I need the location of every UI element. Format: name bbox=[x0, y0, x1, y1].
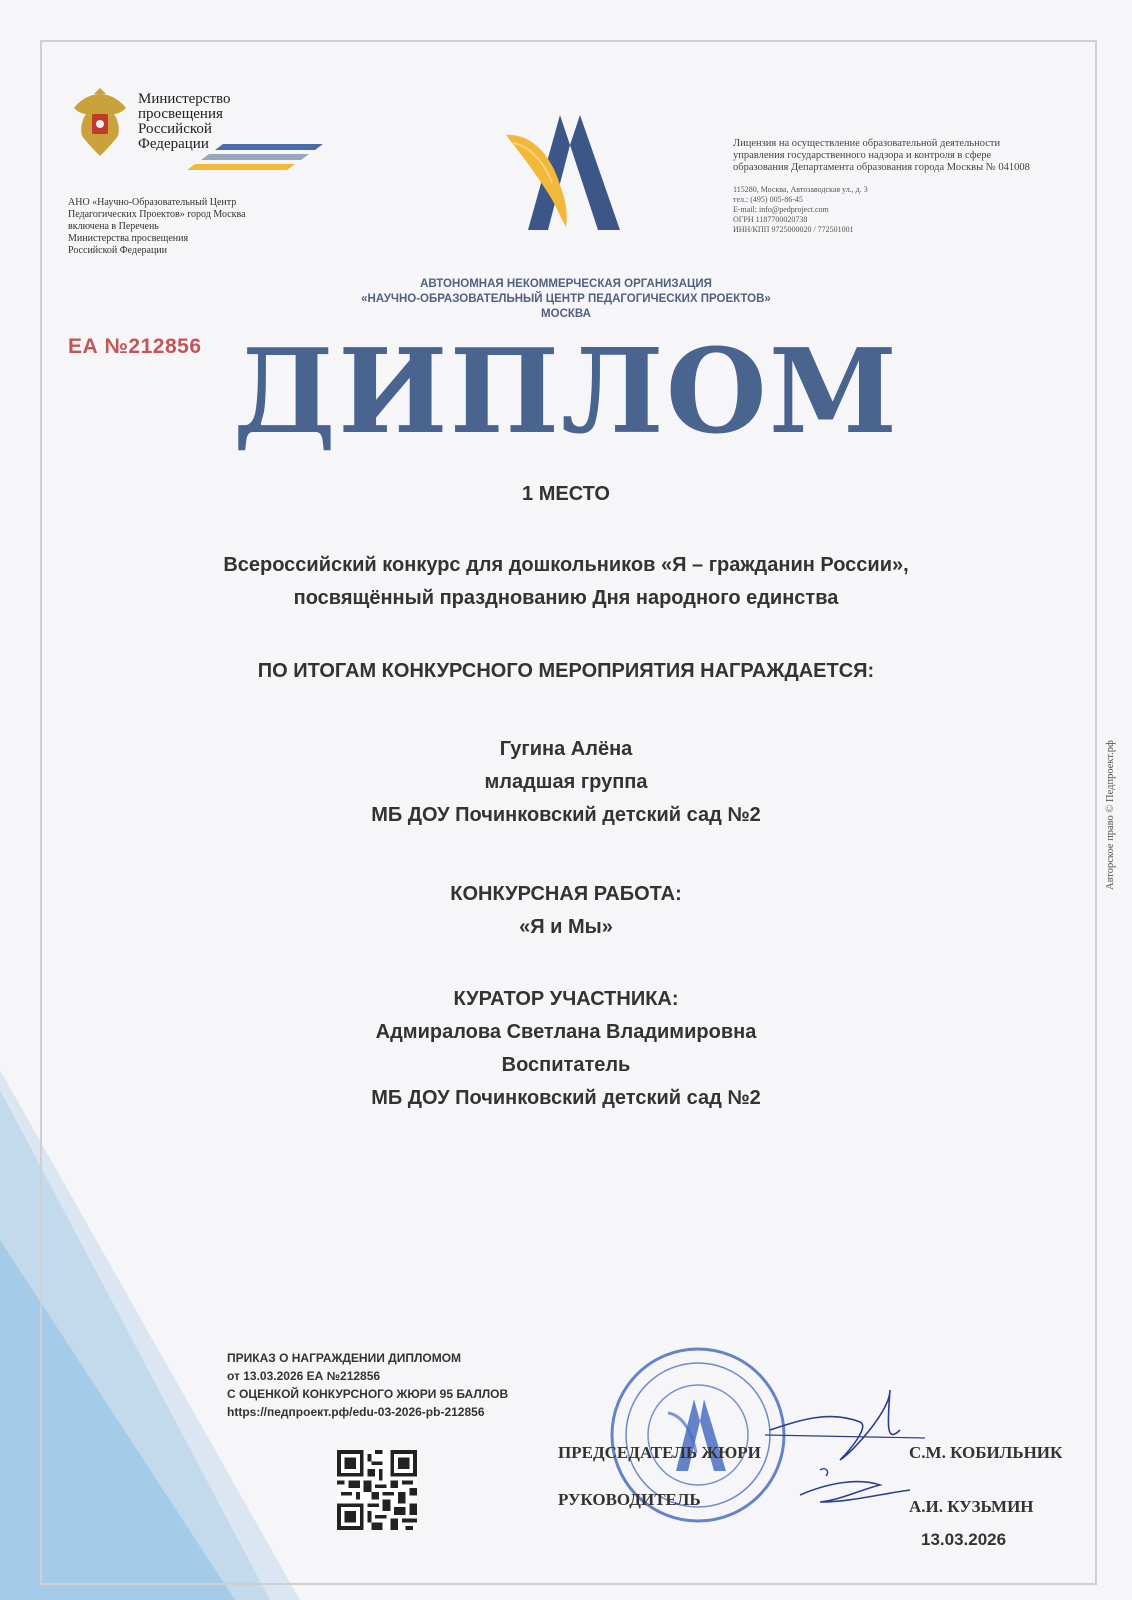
copyright-side-note: Авторское право © Педпроект.рф bbox=[1105, 740, 1116, 890]
organization-name bbox=[0, 277, 1132, 322]
participant-name: Гугина Алёна bbox=[499, 738, 633, 760]
order-line1: ПРИКАЗ О НАГРАЖДЕНИИ ДИПЛОМОМ bbox=[227, 1351, 462, 1365]
curator-name: Адмиралова Светлана Владимировна bbox=[375, 1021, 757, 1043]
diploma-title: ДИПЛОМ bbox=[232, 324, 900, 460]
license-text: Лицензия на осуществление образовательной деятельности управления государственного надзора и контроля в сфере образования Департамента образования города Москвы № 041008 bbox=[733, 138, 1030, 173]
order-line2: от 13.03.2026 ЕА №212856 bbox=[227, 1369, 381, 1383]
organization-line1: АВТОНОМНАЯ НЕКОММЕРЧЕСКАЯ ОРГАНИЗАЦИЯ bbox=[420, 278, 712, 290]
work-block bbox=[0, 878, 1132, 944]
participant-institution: МБ ДОУ Починковский детский сад №2 bbox=[371, 804, 761, 826]
coat-of-arms-icon bbox=[68, 88, 132, 160]
order-url[interactable]: https://педпроект.рф/edu-03-2026-pb-212856 bbox=[227, 1405, 485, 1419]
qr-code-icon[interactable] bbox=[337, 1450, 417, 1530]
jury-chair-role: ПРЕДСЕДАТЕЛЬ ЖЮРИ bbox=[558, 1443, 761, 1462]
contest-line2: посвящённый празднованию Дня народного единства bbox=[293, 587, 839, 609]
participant-group: младшая группа bbox=[484, 771, 648, 793]
contest-line1: Всероссийский конкурс для дошкольников «Я – гражданин России», bbox=[223, 554, 909, 576]
head-name: А.И. КУЗЬМИН bbox=[909, 1497, 1034, 1516]
curator-block bbox=[0, 983, 1132, 1115]
order-line3: С ОЦЕНКОЙ КОНКУРСНОГО ЖЮРИ 95 БАЛЛОВ bbox=[227, 1387, 509, 1401]
ministry-name: Министерство просвещения Российской Федерации bbox=[138, 91, 231, 152]
work-heading: КОНКУРСНАЯ РАБОТА: bbox=[450, 883, 682, 905]
jury-chair-name: С.М. КОБИЛЬНИК bbox=[909, 1443, 1063, 1462]
head-role: РУКОВОДИТЕЛЬ bbox=[558, 1490, 701, 1509]
participant-block bbox=[0, 733, 1132, 832]
work-title: «Я и Мы» bbox=[519, 916, 613, 938]
contest-description bbox=[0, 549, 1132, 615]
curator-position: Воспитатель bbox=[501, 1054, 631, 1076]
awarded-heading: ПО ИТОГАМ КОНКУРСНОГО МЕРОПРИЯТИЯ НАГРАЖДАЕТСЯ: bbox=[257, 660, 875, 682]
place-label: 1 МЕСТО bbox=[522, 483, 610, 505]
organization-city: МОСКВА bbox=[541, 308, 591, 320]
order-block bbox=[227, 1349, 508, 1421]
ministry-stripes-icon bbox=[183, 144, 323, 170]
organization-logo-icon bbox=[498, 105, 628, 237]
ano-registry-note: АНО «Научно-Образовательный Центр Педагогических Проектов» город Москва включена в Перечень Министерства просвещения Российской Федерации bbox=[68, 197, 246, 256]
curator-institution: МБ ДОУ Починковский детский сад №2 bbox=[371, 1087, 761, 1109]
organization-line2: «НАУЧНО-ОБРАЗОВАТЕЛЬНЫЙ ЦЕНТР ПЕДАГОГИЧЕСКИХ ПРОЕКТОВ» bbox=[361, 293, 771, 305]
contacts-text: 115280, Москва, Автозаводская ул., д. 3 тел.: (495) 005-86-45 E-mail: info@pedproject.com ОГРН 1187700020738 ИНН/КПП 9725000020 / 772501001 bbox=[733, 185, 868, 234]
curator-heading: КУРАТОР УЧАСТНИКА: bbox=[453, 988, 679, 1010]
serial-number: ЕА №212856 bbox=[68, 335, 202, 358]
issue-date: 13.03.2026 bbox=[921, 1530, 1007, 1549]
